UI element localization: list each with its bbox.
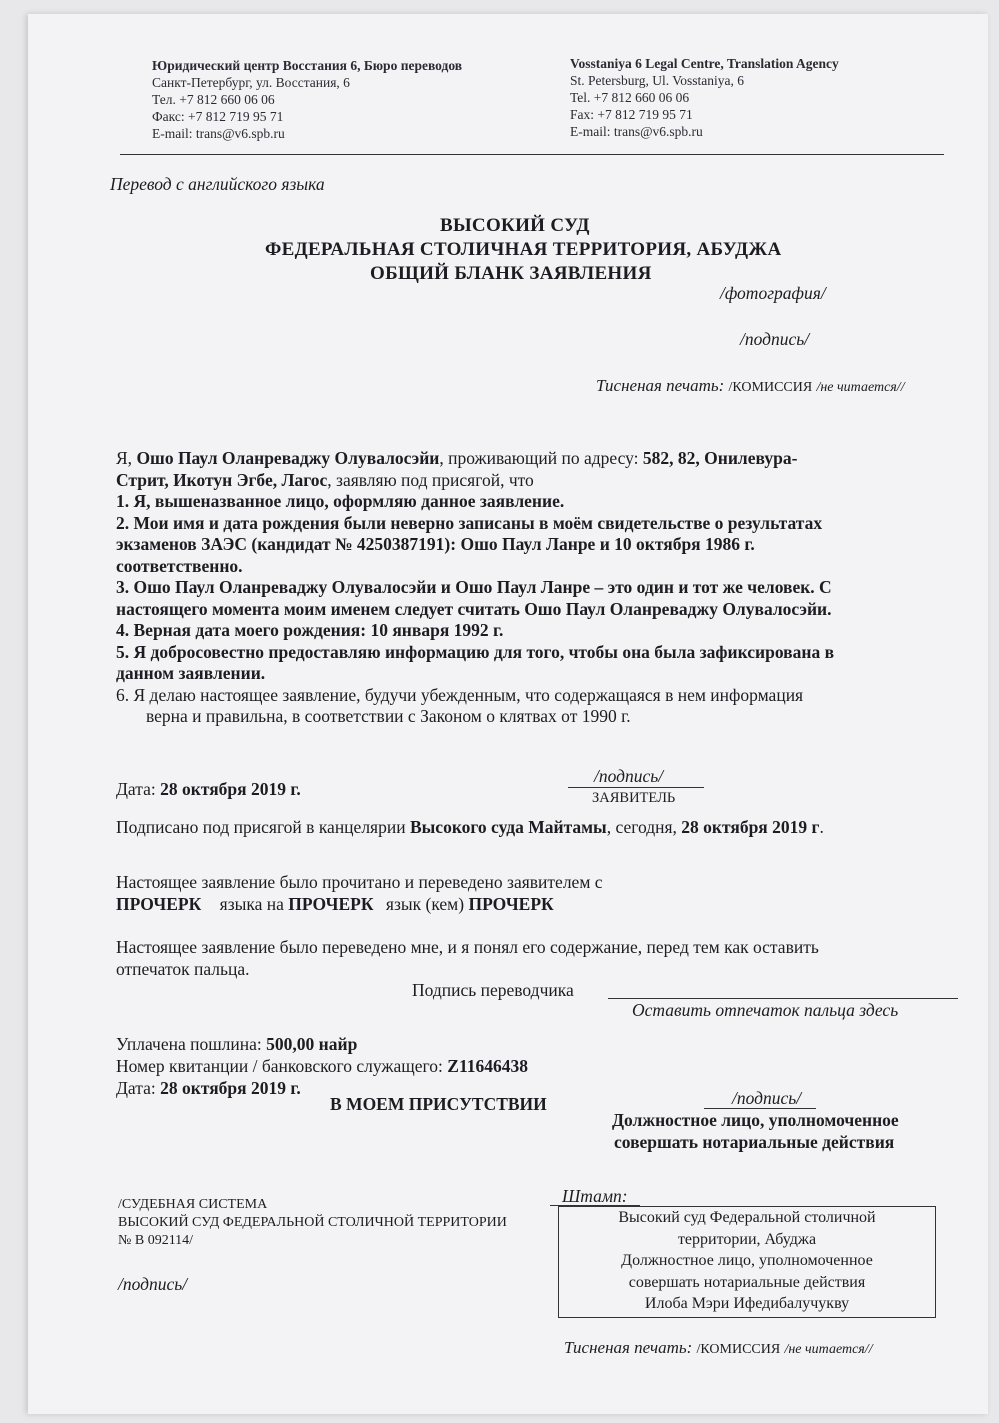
fee-date <box>116 1078 301 1100</box>
translator-signature-label: Подпись переводчика <box>412 980 574 1000</box>
officer-line1: Должностное лицо, уполномоченное <box>612 1110 899 1130</box>
judiciary-line1: /СУДЕБНАЯ СИСТЕМА <box>118 1197 268 1212</box>
point-2-line3: соответственно. <box>116 555 243 576</box>
sworn-text-2: , сегодня, <box>606 817 682 837</box>
translated-from: Перевод с английского языка <box>110 174 325 194</box>
officer-signature: /подпись/ <box>732 1088 802 1108</box>
intro-text-1: Я, <box>116 448 137 468</box>
seal-bottom-label: Тисненая печать: <box>564 1338 693 1357</box>
header-en-org: Vosstaniya 6 Legal Centre, Translation Agency <box>570 56 839 71</box>
header-ru-fax: Факс: +7 812 719 95 71 <box>152 109 284 124</box>
point-2-line2: экзаменов ЗАЭС (кандидат № 4250387191): Ошо Паул Ланре и 10 октября 1986 г. <box>116 534 755 554</box>
declaration-intro-line2 <box>116 470 834 492</box>
fee-paid-label: Уплачена пошлина: <box>116 1034 267 1054</box>
stamp-line5: Илоба Мэри Ифедибалучукву <box>644 1295 850 1312</box>
declaration-intro-line1 <box>116 448 834 470</box>
dash-3: ПРОЧЕРК <box>468 894 554 914</box>
header-ru-org: Юридический центр Восстания 6, Бюро переводов <box>152 58 463 73</box>
judiciary-signature: /подпись/ <box>118 1274 188 1294</box>
document-page <box>28 14 988 1414</box>
dash-2: ПРОЧЕРК <box>288 894 374 914</box>
read-translate-line1: Настоящее заявление было прочитано и переведено заявителем с <box>116 872 603 892</box>
applicant-signature: /подпись/ <box>594 766 664 786</box>
intro-text-3: , заявляю под присягой, что <box>327 469 534 490</box>
header-divider <box>120 154 944 155</box>
declarant-name: Ошо Паул Оланреваджу Олувалосэйи <box>136 448 440 468</box>
fee-date-label: Дата: <box>116 1078 161 1098</box>
judiciary-line3: № В 092114/ <box>118 1233 194 1248</box>
read-translate-line2 <box>116 894 554 916</box>
date-row <box>116 779 301 801</box>
officer-signature-line <box>704 1108 816 1109</box>
header-en <box>570 55 839 140</box>
sworn-court: Высокого суда Майтамы <box>409 817 607 837</box>
point-3-line1: 3. Ошо Паул Оланреваджу Олувалосэйи и Ошо Паул Ланре – это один и тот же человек. С <box>116 577 832 597</box>
point-6-line1: 6. Я делаю настоящее заявление, будучи убежденным, что содержащаяся в нем информация <box>116 684 804 705</box>
header-ru-email: E-mail: trans@v6.spb.ru <box>152 126 285 141</box>
judiciary-line2: ВЫСОКИЙ СУД ФЕДЕРАЛЬНОЙ СТОЛИЧНОЙ ТЕРРИТОРИИ <box>118 1215 507 1230</box>
translated-to-me-line1: Настоящее заявление было переведено мне, и я понял его содержание, перед тем как оставить <box>116 937 819 957</box>
mid-text-1: языка на <box>219 894 284 914</box>
seal-top <box>596 376 905 396</box>
sworn-date: 28 октября 2019 г <box>681 817 820 837</box>
title-line1: ВЫСОКИЙ СУД <box>440 215 590 236</box>
point-6-line2: верна и правильна, в соответствии с Законом о клятвах от 1990 г. <box>146 706 631 726</box>
date-label: Дата: <box>116 779 156 799</box>
photo-note: /фотография/ <box>720 283 826 303</box>
stamp-line3: Должностное лицо, уполномоченное <box>621 1252 873 1269</box>
declaration <box>116 448 834 728</box>
header-en-email: E-mail: trans@v6.spb.ru <box>570 124 703 139</box>
translator-signature-line <box>608 998 958 999</box>
seal-bottom-text: /КОМИССИЯ <box>696 1342 781 1357</box>
header-ru-tel: Тел. +7 812 660 06 06 <box>152 92 275 107</box>
stamp-box <box>558 1206 936 1318</box>
receipt-number <box>116 1056 528 1078</box>
officer-line2: совершать нотариальные действия <box>614 1132 895 1152</box>
title-line2: ФЕДЕРАЛЬНАЯ СТОЛИЧНАЯ ТЕРРИТОРИЯ, АБУДЖА <box>265 239 782 260</box>
date-value: 28 октября 2019 г. <box>160 779 301 799</box>
seal-top-label: Тисненая печать: <box>596 376 725 395</box>
translated-to-me-line2: отпечаток пальца. <box>116 959 250 979</box>
sworn-text-3: . <box>819 817 824 837</box>
header-en-tel: Tel. +7 812 660 06 06 <box>570 90 690 105</box>
stamp-line2: территории, Абуджа <box>677 1230 817 1248</box>
stamp-line1: Высокий суд Федеральной столичной <box>618 1209 876 1226</box>
header-en-fax: Fax: +7 812 719 95 71 <box>570 107 693 122</box>
mid-text-2: язык (кем) <box>385 894 465 914</box>
declarant-address-2: Стрит, Икотун Эгбе, Лагос <box>116 469 328 490</box>
point-5-line1: 5. Я добросовестно предоставляю информацию для того, чтобы она была зафиксирована в <box>116 641 835 662</box>
intro-text-2: , проживающий по адресу: <box>439 448 643 468</box>
header-ru <box>152 57 462 142</box>
fee-date-value: 28 октября 2019 г. <box>160 1078 301 1098</box>
stamp-line4: совершать нотариальные действия <box>628 1273 866 1291</box>
point-4: 4. Верная дата моего рождения: 10 января 1992 г. <box>116 620 504 640</box>
in-my-presence: В МОЕМ ПРИСУТСТВИИ <box>330 1094 547 1114</box>
fee-paid <box>116 1034 357 1056</box>
seal-bottom-unreadable: /не читается// <box>784 1342 873 1357</box>
fee-paid-value: 500,00 найр <box>266 1034 358 1054</box>
fingerprint-note: Оставить отпечаток пальца здесь <box>632 1000 899 1020</box>
sworn-line <box>116 817 824 839</box>
seal-bottom <box>564 1338 873 1358</box>
point-5-line2: данном заявлении. <box>116 663 266 683</box>
receipt-value: Z11646438 <box>447 1056 528 1076</box>
header-ru-address: Санкт-Петербург, ул. Восстания, 6 <box>152 75 350 90</box>
declarant-address-1: 582, 82, Онилевура- <box>642 448 798 468</box>
header-en-address: St. Petersburg, Ul. Vosstaniya, 6 <box>570 73 745 88</box>
dash-1: ПРОЧЕРК <box>116 894 202 914</box>
point-3-line2: настоящего момента моим именем следует считать Ошо Паул Оланреваджу Олувалосэйи. <box>116 598 832 619</box>
signature-note: /подпись/ <box>740 329 810 349</box>
seal-top-unreadable: /не читается// <box>816 380 905 395</box>
receipt-label: Номер квитанции / банковского служащего: <box>116 1056 448 1076</box>
judiciary-block <box>118 1196 507 1250</box>
stamp-label: Штамп: <box>562 1186 628 1206</box>
seal-top-text: /КОМИССИЯ <box>728 380 813 395</box>
applicant-signature-line <box>568 787 704 788</box>
point-1: 1. Я, вышеназванное лицо, оформляю данное заявление. <box>116 491 565 511</box>
title-line3: ОБЩИЙ БЛАНК ЗАЯВЛЕНИЯ <box>370 263 652 284</box>
point-2-line1: 2. Мои имя и дата рождения были неверно записаны в моём свидетельстве о результатах <box>116 512 823 533</box>
sworn-text-1: Подписано под присягой в канцелярии <box>116 817 410 837</box>
applicant-label: ЗАЯВИТЕЛЬ <box>592 790 676 806</box>
